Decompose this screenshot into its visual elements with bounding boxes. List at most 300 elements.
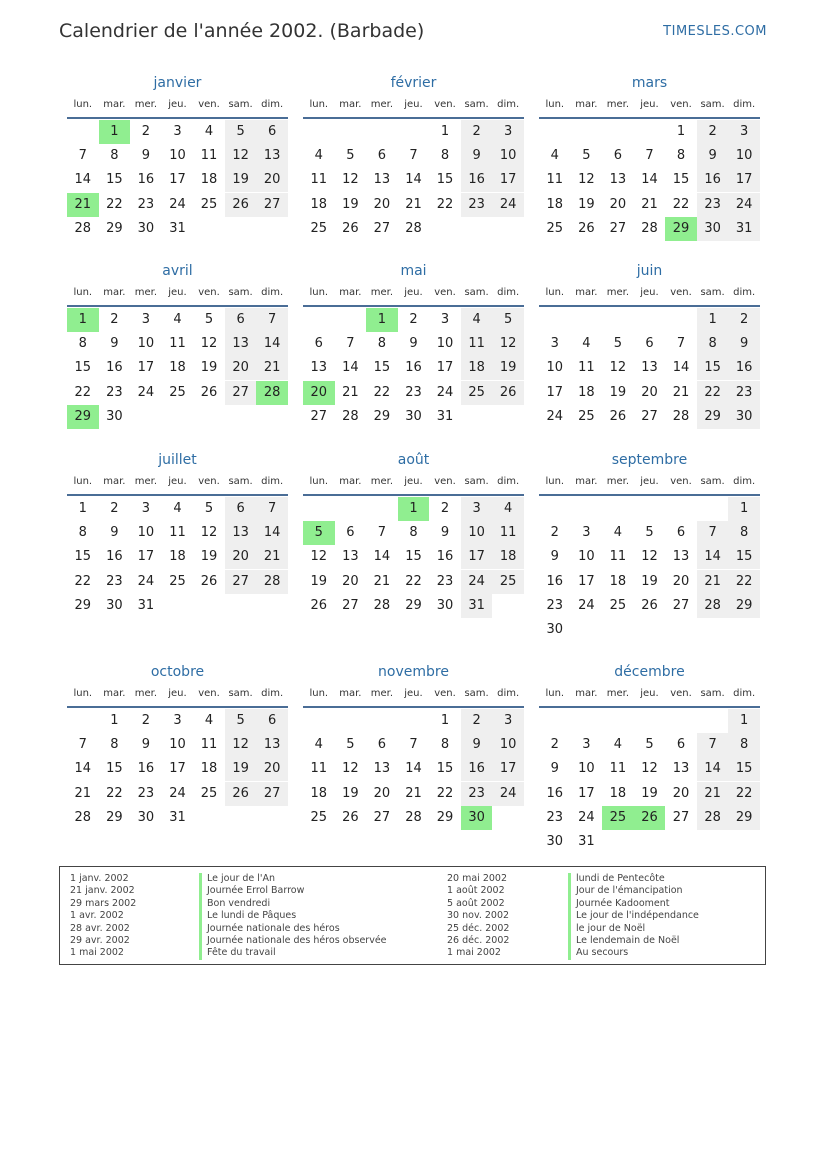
weekday-label: sam. [464,287,489,298]
month-name: novembre [378,664,449,680]
day-cell: 6 [377,148,387,164]
page-title: Calendrier de l'année 2002. (Barbade) [59,20,425,42]
empty-cell [665,497,697,521]
day-cell: 26 [200,573,218,589]
day-cell: 14 [74,761,92,777]
weekday-label: dim. [261,99,284,110]
day-cell: 21 [405,785,422,801]
day-cell: 29 [67,405,99,429]
legend-dates-col-2 [447,873,509,960]
day-cell: 7 [697,733,729,757]
week-row [539,806,760,830]
day-cell: 30 [106,597,123,613]
day-cell: 12 [609,360,627,376]
day-cell: 23 [461,193,493,217]
day-cell: 22 [74,573,92,589]
month-block [539,73,760,241]
day-cell: 12 [225,144,257,168]
empty-cell [67,120,99,144]
week-row [303,545,524,569]
day-cell: 1 [728,497,760,521]
day-cell: 6 [256,709,288,733]
day-cell: 21 [67,193,99,217]
day-cell: 10 [492,144,524,168]
day-cell: 9 [461,733,493,757]
empty-cell [398,709,430,733]
week-row [303,144,524,168]
day-cell: 19 [342,785,359,801]
day-cell: 14 [342,360,359,376]
day-cell: 4 [582,336,591,352]
legend-date: 1 janv. 2002 [70,873,129,884]
day-cell: 17 [728,168,760,192]
day-cell: 8 [377,336,387,352]
day-cell: 11 [492,521,524,545]
day-cell: 19 [609,384,627,400]
day-cell: 11 [461,332,493,356]
day-cell: 20 [225,356,257,380]
day-cell: 24 [137,384,155,400]
day-cell: 5 [303,521,335,545]
day-cell: 1 [67,308,99,332]
day-cell: 31 [169,809,186,825]
day-cell: 27 [373,220,391,236]
week-row [67,521,288,545]
day-cell: 2 [697,120,729,144]
day-cell: 28 [405,220,422,236]
day-cell: 10 [728,144,760,168]
day-cell: 24 [461,570,493,594]
site-link[interactable]: TIMESLES.COM [663,24,767,39]
weekday-label: mar. [575,688,598,699]
day-cell: 26 [225,193,257,217]
weekday-header [539,98,760,119]
week-row [539,217,760,241]
legend-date: 5 août 2002 [447,897,505,909]
weekday-label: lun. [309,476,329,487]
day-cell: 25 [310,809,328,825]
day-cell: 24 [492,782,524,806]
weekday-label: jeu. [404,287,423,298]
day-cell: 17 [461,545,493,569]
day-cell: 23 [137,196,155,212]
day-cell: 22 [405,573,422,589]
legend-date: 1 août 2002 [447,885,505,897]
weekday-header [67,475,288,496]
day-cell: 3 [173,713,182,728]
day-cell: 13 [342,549,359,565]
week-row [539,381,760,405]
day-cell: 18 [169,360,186,376]
week-row [539,497,760,521]
legend-date: 21 janv. 2002 [70,885,135,897]
day-cell: 18 [609,573,627,589]
week-row [303,381,524,405]
day-cell: 23 [405,384,422,400]
day-cell: 8 [78,525,87,541]
day-cell: 12 [641,549,658,565]
empty-cell [162,594,194,618]
day-cell: 5 [204,501,214,516]
legend-holiday-name: lundi de Pentecôte [568,873,699,885]
weekday-label: jeu. [404,688,423,699]
day-cell: 7 [645,148,654,164]
day-cell: 7 [676,336,686,352]
day-cell: 23 [546,597,564,613]
day-cell: 3 [550,336,559,352]
day-cell: 3 [141,501,151,516]
day-cell: 8 [676,148,686,164]
day-cell: 23 [106,384,123,400]
day-cell: 15 [728,545,760,569]
empty-cell [634,618,666,642]
day-cell: 28 [697,806,729,830]
week-row [539,545,760,569]
empty-cell [728,830,760,854]
empty-cell [335,497,367,521]
month-name: septembre [611,452,688,468]
day-cell: 21 [256,545,288,569]
day-cell: 18 [310,196,328,212]
day-cell: 9 [409,336,418,352]
day-cell: 9 [440,525,450,541]
day-cell: 2 [728,308,760,332]
day-cell: 20 [641,384,658,400]
day-cell: 4 [492,497,524,521]
day-cell: 14 [256,521,288,545]
day-cell: 16 [546,573,564,589]
day-cell: 30 [137,220,155,236]
weekday-header [539,475,760,496]
day-cell: 5 [225,709,257,733]
day-cell: 28 [405,809,422,825]
day-cell: 4 [461,308,493,332]
week-row [303,332,524,356]
day-cell: 25 [310,220,328,236]
weekday-label: dim. [733,287,756,298]
day-cell: 9 [461,144,493,168]
day-cell: 10 [578,761,595,777]
month-block [303,450,524,618]
weekday-label: ven. [670,688,692,699]
day-cell: 19 [310,573,328,589]
weekday-label: lun. [545,99,565,110]
day-cell: 3 [440,312,450,327]
weekday-label: mar. [103,688,126,699]
day-cell: 15 [436,172,454,188]
empty-cell [602,830,634,854]
day-cell: 20 [609,196,627,212]
day-cell: 4 [173,312,182,327]
day-cell: 12 [578,172,595,188]
day-cell: 26 [641,597,658,613]
day-cell: 17 [169,761,186,777]
legend-date: 28 avr. 2002 [70,922,130,934]
day-cell: 19 [342,196,359,212]
legend-holiday-name: Le lendemain de Noël [568,935,699,947]
week-row [539,594,760,618]
day-cell: 23 [697,193,729,217]
day-cell: 11 [200,148,218,164]
day-cell: 25 [169,384,186,400]
day-cell: 7 [697,521,729,545]
day-cell: 29 [373,408,391,424]
day-cell: 27 [256,782,288,806]
day-cell: 23 [461,782,493,806]
day-cell: 2 [440,501,450,516]
weekday-label: sam. [228,476,253,487]
day-cell: 23 [546,809,564,825]
day-cell: 13 [256,144,288,168]
day-cell: 20 [225,545,257,569]
legend-date: 30 nov. 2002 [447,910,510,922]
day-cell: 4 [314,148,323,164]
empty-cell [602,308,634,332]
empty-cell [398,120,430,144]
day-cell: 15 [728,757,760,781]
week-row [67,806,288,830]
weekday-label: mar. [575,287,598,298]
week-row [303,806,524,830]
day-cell: 31 [728,217,760,241]
month-name: juillet [158,452,197,468]
empty-cell [602,618,634,642]
day-cell: 24 [137,573,155,589]
day-cell: 16 [137,761,155,777]
week-row [67,144,288,168]
day-cell: 2 [550,737,559,753]
day-cell: 5 [645,737,654,753]
empty-cell [193,217,225,241]
empty-cell [366,120,398,144]
day-cell: 16 [436,549,454,565]
weekday-label: lun. [73,688,93,699]
week-row [303,709,524,733]
day-cell: 27 [256,193,288,217]
day-cell: 9 [550,549,559,565]
weekday-label: jeu. [168,287,187,298]
week-row [303,497,524,521]
empty-cell [193,806,225,830]
day-cell: 21 [74,785,92,801]
day-cell: 19 [225,757,257,781]
day-cell: 20 [373,785,391,801]
empty-cell [665,308,697,332]
day-cell: 21 [405,196,422,212]
day-cell: 16 [546,785,564,801]
weekday-label: jeu. [404,476,423,487]
week-row [67,405,288,429]
day-cell: 10 [546,360,564,376]
month-block [67,662,288,830]
day-cell: 15 [436,761,454,777]
day-cell: 5 [346,148,355,164]
day-cell: 14 [672,360,690,376]
day-cell: 31 [578,833,595,849]
day-cell: 24 [546,408,564,424]
day-cell: 14 [256,332,288,356]
weekday-label: jeu. [640,287,659,298]
day-cell: 17 [578,573,595,589]
empty-cell [602,497,634,521]
day-cell: 8 [440,148,450,164]
day-cell: 2 [110,501,119,516]
day-cell: 7 [256,308,288,332]
day-cell: 13 [225,332,257,356]
day-cell: 6 [676,525,686,541]
weekday-label: mer. [370,688,394,699]
week-row [303,521,524,545]
day-cell: 3 [461,497,493,521]
day-cell: 16 [106,360,123,376]
day-cell: 19 [200,549,218,565]
day-cell: 8 [728,733,760,757]
weekday-label: sam. [228,287,253,298]
empty-cell [571,120,603,144]
weekday-label: jeu. [404,99,423,110]
day-cell: 28 [641,220,658,236]
week-row [303,594,524,618]
day-cell: 3 [728,120,760,144]
weekday-label: mer. [370,99,394,110]
week-row [67,497,288,521]
day-cell: 12 [492,332,524,356]
day-cell: 17 [137,360,155,376]
day-cell: 7 [256,497,288,521]
day-cell: 25 [602,806,634,830]
empty-cell [539,709,571,733]
day-cell: 13 [373,761,391,777]
day-cell: 5 [225,120,257,144]
weekday-label: lun. [545,688,565,699]
weekday-label: sam. [464,99,489,110]
day-cell: 11 [609,761,627,777]
empty-cell [492,217,524,241]
month-name: février [390,75,437,91]
weekday-label: dim. [497,688,520,699]
day-cell: 4 [314,737,323,753]
legend-date: 20 mai 2002 [447,873,508,884]
day-cell: 18 [200,761,218,777]
weekday-label: mer. [370,287,394,298]
day-cell: 15 [106,761,123,777]
day-cell: 6 [225,308,257,332]
legend-holiday-name: le jour de Noël [568,923,699,935]
empty-cell [256,405,288,429]
weekday-label: dim. [261,688,284,699]
day-cell: 11 [310,172,328,188]
day-cell: 14 [641,172,658,188]
legend-holiday-name: Le jour de l'indépendance [568,910,699,922]
day-cell: 4 [550,148,559,164]
weekday-header [303,98,524,119]
day-cell: 26 [492,381,524,405]
day-cell: 12 [310,549,328,565]
weekday-label: ven. [670,99,692,110]
weekday-label: mer. [134,688,158,699]
day-cell: 17 [169,172,186,188]
day-cell: 27 [225,570,257,594]
empty-cell [67,709,99,733]
day-cell: 22 [728,570,760,594]
day-cell: 13 [609,172,627,188]
week-row [67,545,288,569]
day-cell: 23 [137,785,155,801]
weekday-label: ven. [434,688,456,699]
day-cell: 22 [373,384,391,400]
weekday-label: mar. [575,476,598,487]
day-cell: 17 [578,785,595,801]
legend-date: 25 déc. 2002 [447,922,510,934]
day-cell: 19 [200,360,218,376]
legend-date: 29 avr. 2002 [70,934,130,946]
day-cell: 13 [310,360,328,376]
weekday-label: ven. [670,476,692,487]
empty-cell [193,405,225,429]
week-row [67,570,288,594]
empty-cell [429,217,461,241]
day-cell: 15 [373,360,391,376]
weekday-label: mer. [134,287,158,298]
legend-holiday-name: Bon vendredi [199,898,387,910]
day-cell: 4 [204,713,214,728]
day-cell: 14 [697,757,729,781]
day-cell: 18 [461,356,493,380]
day-cell: 29 [436,809,454,825]
day-cell: 14 [405,172,422,188]
day-cell: 26 [609,408,627,424]
day-cell: 18 [200,172,218,188]
day-cell: 23 [436,573,454,589]
month-name: janvier [153,75,202,91]
weekday-label: lun. [545,287,565,298]
day-cell: 12 [200,336,218,352]
day-cell: 4 [613,737,623,753]
weekday-label: ven. [198,476,220,487]
empty-cell [303,308,335,332]
day-cell: 18 [492,545,524,569]
empty-cell [634,830,666,854]
empty-cell [697,497,729,521]
day-cell: 23 [728,381,760,405]
month-name: mai [400,263,427,279]
day-cell: 15 [672,172,690,188]
week-row [539,332,760,356]
weekday-label: sam. [700,99,725,110]
legend-date: 29 mars 2002 [70,897,137,909]
day-cell: 25 [461,381,493,405]
empty-cell [697,830,729,854]
day-cell: 20 [672,785,690,801]
day-cell: 3 [492,120,524,144]
day-cell: 26 [310,597,328,613]
day-cell: 29 [697,405,729,429]
month-name: avril [162,263,193,279]
week-row [67,193,288,217]
empty-cell [335,308,367,332]
day-cell: 28 [256,381,288,405]
weekday-label: jeu. [168,688,187,699]
week-row [67,381,288,405]
legend-holiday-name: Journée nationale des héros observée [199,935,387,947]
weekday-label: jeu. [168,476,187,487]
day-cell: 10 [461,521,493,545]
day-cell: 19 [492,356,524,380]
day-cell: 16 [461,757,493,781]
empty-cell [571,308,603,332]
day-cell: 28 [74,220,92,236]
day-cell: 22 [74,384,92,400]
